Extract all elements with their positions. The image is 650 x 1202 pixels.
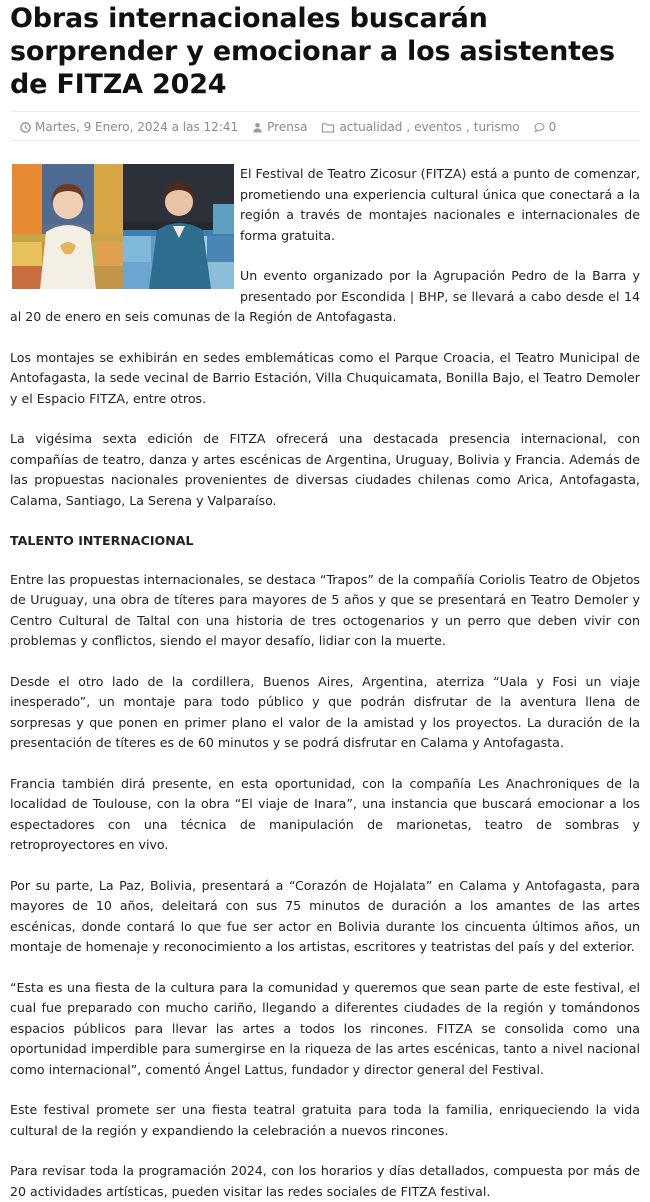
article-photo xyxy=(12,164,234,289)
meta-author-link[interactable]: Prensa xyxy=(267,120,308,134)
meta-comments-count[interactable]: 0 xyxy=(548,120,557,134)
paragraph: Por su parte, La Paz, Bolivia, presentará a “Corazón de Hojalata” en Calama y Antofagasta, para mayores de 10 años, deleitará con sus 75 minutos de duración a los amantes de las artes escénicas, donde contará lo que fue ser actor en Bolivia durante los cincuenta últimos años, un montaje de homenaje y reconocimiento a los artistas, escritores y teatristas del país y del exterior. xyxy=(10,877,640,954)
paragraph: Este festival promete ser una fiesta teatral gratuita para toda la familia, enriqueciendo la vida cultural de la región y expandiendo la celebración a nuevos rincones. xyxy=(10,1102,640,1138)
article-meta xyxy=(10,111,640,141)
paragraph: “Esta es una fiesta de la cultura para la comunidad y queremos que sean parte de este festival, el cual fue preparado con mucho cariño, llegando a diferentes ciudades de la región y tomándonos espacios públicos para llevar las artes a todos los rincones. FITZA se consolida como una oportunidad imperdible para sumergirse en la riqueza de las artes escénicas, tanto a nivel nacional como internacional”, comentó Ángel Lattus, fundador y director general del Festival. xyxy=(10,979,640,1077)
meta-author[interactable] xyxy=(252,120,307,134)
folder-icon xyxy=(321,122,335,133)
paragraph: Los montajes se exhibirán en sedes emblemáticas como el Parque Croacia, el Teatro Municipal de Antofagasta, la sede vecinal de Barrio Estación, Villa Chuquicamata, Bonilla Bajo, el Teatro Demoler y el Espacio FITZA, entre otros. xyxy=(10,349,640,406)
comment-icon xyxy=(534,122,545,133)
meta-categories: actualidad , eventos , turismo xyxy=(321,120,519,134)
user-icon xyxy=(252,122,263,133)
meta-category-link[interactable]: eventos xyxy=(414,120,462,134)
photo-right-performer xyxy=(123,164,234,289)
paragraph: Un evento organizado por la Agrupación Pedro de la Barra y presentado por Escondida | BHP, se llevará a cabo desde el 14 al 20 de enero en seis comunas de la Región de Antofagasta. xyxy=(10,268,640,324)
paragraph: Desde el otro lado de la cordillera, Buenos Aires, Argentina, aterriza “Uala y Fosi un viaje inesperado”, un montaje para todo público y que podrán disfrutar de la aventura llena de sorpresas y que ponen en primer plano el valor de la amistad y los proyectos. La duración de la presentación de títeres es de 60 minutos y se podrá disfrutar en Calama y Antofagasta. xyxy=(10,673,640,750)
paragraph: Entre las propuestas internacionales, se destaca “Trapos” de la compañía Coriolis Teatro de Objetos de Uruguay, una obra de títeres para mayores de 5 años y que se presentará en Teatro Demoler y Centro Cultural de Taltal con una historia de tres octogenarios y un perro que deben vivir con problemas y conflictos, siendo el mayor desafío, lidiar con la muerte. xyxy=(10,571,640,648)
meta-date xyxy=(20,120,238,134)
meta-comments[interactable] xyxy=(534,120,557,134)
photo-left-performer xyxy=(12,164,123,289)
meta-date-text: Martes, 9 Enero, 2024 a las 12:41 xyxy=(35,120,239,134)
article-body xyxy=(10,164,640,1202)
article xyxy=(10,0,640,1202)
paragraph: El Festival de Teatro Zicosur (FITZA) está a punto de comenzar, prometiendo una experiencia cultural única que conectará a la región a través de montajes nacionales e internacionales de forma gratuita. xyxy=(240,166,640,243)
section-heading: TALENTO INTERNACIONAL xyxy=(10,533,194,548)
paragraph: Para revisar toda la programación 2024, con los horarios y días detallados, compuesta por más de 20 actividades artísticas, pueden visitar las redes sociales de FITZA festival. xyxy=(10,1163,640,1199)
article-title: Obras internacionales buscarán sorprender y emocionar a los asistentes de FITZA 2024 xyxy=(10,3,615,100)
clock-icon xyxy=(20,122,31,133)
paragraph: Francia también dirá presente, en esta oportunidad, con la compañía Les Anachroniques de la localidad de Toulouse, con la obra “El viaje de Inara”, una instancia que buscará emocionar a los espectadores con una técnica de manipulación de marionetas, teatro de sombras y retroproyectores en vivo. xyxy=(10,775,640,852)
paragraph: La vigésima sexta edición de FITZA ofrecerá una destacada presencia internacional, con compañías de teatro, danza y artes escénicas de Argentina, Uruguay, Bolivia y Francia. Además de las propuestas nacionales provenientes de diversas ciudades chilenas como Arica, Antofagasta, Calama, Santiago, La Serena y Valparaíso. xyxy=(10,431,640,508)
meta-category-link[interactable]: turismo xyxy=(473,120,520,134)
meta-category-link[interactable]: actualidad xyxy=(339,120,403,134)
